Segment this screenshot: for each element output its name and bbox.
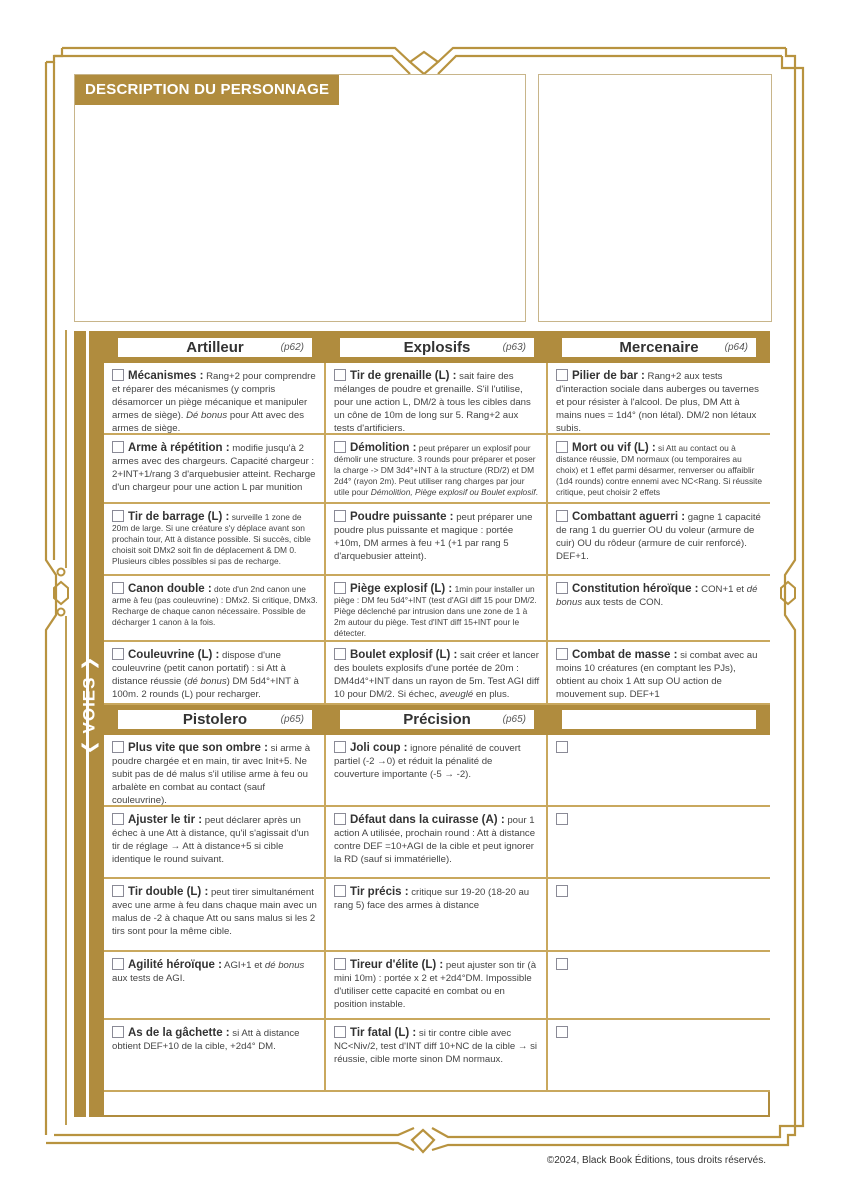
ability-checkbox[interactable] xyxy=(112,1026,124,1038)
ability-text: ignore pénalité de couvert partiel (-2 →0) et réduit la pénalité de couverture importante (-5 → -2). xyxy=(334,743,521,780)
ability-cell xyxy=(326,807,548,879)
ability-cell xyxy=(104,435,326,504)
ability-checkbox[interactable] xyxy=(334,885,346,897)
ability-text: Rang+2 pour comprendre et réparer des mécanismes (y compris désamorcer un piège mécanique et manipuler armes de siège). xyxy=(112,371,316,421)
ability-checkbox[interactable] xyxy=(556,648,568,660)
ability-checkbox[interactable] xyxy=(556,441,568,453)
ability-name: Tir de grenaille (L) : xyxy=(350,370,457,382)
ability-cell xyxy=(326,504,548,576)
path-header xyxy=(104,705,326,735)
copyright-footer: ©2024, Black Book Éditions, tous droits réservés. xyxy=(546,1155,766,1166)
ability-checkbox[interactable] xyxy=(556,1026,568,1038)
ability-cell xyxy=(548,435,770,504)
path-name: Précision xyxy=(403,711,471,728)
ability-cell xyxy=(104,1020,326,1092)
ability-cell xyxy=(548,1020,770,1092)
ability-name: As de la gâchette : xyxy=(128,1027,230,1039)
ability-cell xyxy=(548,576,770,642)
ability-text: peut préparer un explosif pour démolir une structure. 3 rounds pour préparer et poser la charge -> DM 3d4°+INT à la structure (RD/2) et DM 2d4° (rayon 2m). Peut utiliser rang charges par jour utile pour xyxy=(334,443,536,497)
ability-checkbox[interactable] xyxy=(112,958,124,970)
path-header-box xyxy=(340,338,534,357)
ability-checkbox[interactable] xyxy=(334,582,346,594)
ability-checkbox[interactable] xyxy=(334,369,346,381)
ability-name: Démolition : xyxy=(350,442,417,454)
ability-cell xyxy=(326,576,548,642)
path-name: Artilleur xyxy=(186,339,244,356)
path-column-précision xyxy=(326,705,548,1092)
path-page-ref: (p64) xyxy=(724,342,748,353)
ability-checkbox[interactable] xyxy=(334,1026,346,1038)
ability-cell xyxy=(326,435,548,504)
ability-cell xyxy=(104,735,326,807)
ability-text: peut tirer simultanément avec une arme à feu dans chaque main avec un malus de -2 à chaque Att ou sans malus si les 2 tirs sont pour la même cible. xyxy=(112,887,317,937)
ability-cell xyxy=(326,952,548,1020)
ability-checkbox[interactable] xyxy=(334,741,346,753)
ability-text: critique sur 19-20 (18-20 au rang 5) face des armes à distance xyxy=(334,887,530,911)
ability-name: Ajuster le tir : xyxy=(128,814,203,826)
ability-name: Poudre puissante : xyxy=(350,511,454,523)
ability-text: si combat avec au moins 10 créatures (en comptant les PJs), obtient au choix 1 Att sup OU action de mouvement sup. DEF+1 xyxy=(556,650,758,700)
ability-text-after: ) DM 5d4°+INT à 100m. 2 rounds (L) pour recharger. xyxy=(112,676,299,700)
ability-text: sait faire des mélanges de poudre et grenaille. S'il l'utilise, pour une action L, DM/2 à tous les cibles dans un cône de 10m de long sur 5. Rang+2 aux tests d'artificiers. xyxy=(334,371,531,434)
ability-text-italic: dé bonus xyxy=(264,960,305,971)
ability-checkbox[interactable] xyxy=(112,441,124,453)
ability-name: Tir double (L) : xyxy=(128,886,209,898)
ability-name: Piège explosif (L) : xyxy=(350,583,453,595)
ability-text: peut préparer une poudre plus puissante et magique : portée +10m, DM armes à feu +1 (+1 par rang 5 d'arquebusier atteint). xyxy=(334,512,533,562)
ability-cell xyxy=(548,879,770,952)
ability-text-italic: Démolition, Piège explosif ou Boulet explosif xyxy=(370,487,536,497)
ability-checkbox[interactable] xyxy=(556,958,568,970)
paths-grid xyxy=(104,331,770,1117)
ability-cell xyxy=(548,642,770,705)
ability-name: Pilier de bar : xyxy=(572,370,645,382)
ability-checkbox[interactable] xyxy=(556,885,568,897)
path-page-ref: (p62) xyxy=(280,342,304,353)
ability-name: Arme à répétition : xyxy=(128,442,230,454)
ability-name: Agilité héroïque : xyxy=(128,959,222,971)
ability-cell xyxy=(548,952,770,1020)
ability-cell xyxy=(104,504,326,576)
ability-name: Tireur d'élite (L) : xyxy=(350,959,444,971)
ability-checkbox[interactable] xyxy=(556,813,568,825)
ability-checkbox[interactable] xyxy=(112,741,124,753)
ability-checkbox[interactable] xyxy=(556,582,568,594)
ability-cell xyxy=(104,642,326,705)
ability-text: si Att à distance obtient DEF+10 de la cible, +2d4° DM. xyxy=(112,1028,300,1052)
ability-text: si arme à poudre chargée et en main, tir avec Init+5. Ne subit pas de dé malus s'il utilise arme à feu ou arbalète en combat au contact (sauf couleuvrine). xyxy=(112,743,311,806)
ability-checkbox[interactable] xyxy=(334,813,346,825)
ability-name: Défaut dans la cuirasse (A) : xyxy=(350,814,505,826)
ability-text-italic: aveuglé xyxy=(439,689,474,700)
ability-text-after: en plus. xyxy=(473,689,510,700)
ability-name: Combattant aguerri : xyxy=(572,511,686,523)
ability-cell xyxy=(104,879,326,952)
path-name: Mercenaire xyxy=(619,339,699,356)
ability-text: peut déclarer après un échec à une Att à distance, qu'il s'agissait d'un tir de réglage → Att à distance+5 si cible identique le round suivant. xyxy=(112,815,309,865)
ability-cell xyxy=(104,807,326,879)
ability-text: CON+1 et xyxy=(698,584,747,595)
ability-checkbox[interactable] xyxy=(556,741,568,753)
ability-name: Constitution héroïque : xyxy=(572,583,699,595)
ability-text-italic: Dé bonus xyxy=(186,410,228,421)
ability-name: Tir précis : xyxy=(350,886,409,898)
ability-name: Joli coup : xyxy=(350,742,408,754)
ability-name: Mécanismes : xyxy=(128,370,204,382)
ability-text-after: aux tests de AGI. xyxy=(112,973,186,984)
ability-text: AGI+1 et xyxy=(221,960,265,971)
ability-cell xyxy=(548,735,770,807)
ability-text-italic: dé bonus xyxy=(187,676,227,687)
path-column-artilleur xyxy=(104,333,326,705)
ability-name: Mort ou vif (L) : xyxy=(572,442,656,454)
ability-cell xyxy=(326,879,548,952)
ability-text-after: pour Att avec des armes de siège. xyxy=(112,410,304,434)
path-header xyxy=(326,705,548,735)
ability-text: peut ajuster son tir (à mini 10m) : portée x 2 et +2d4°DM. Impossible d'utiliser cette capacité en combat ou en position instable. xyxy=(334,960,537,1010)
ability-text: si tir contre cible avec NC<Niv/2, test d'INT diff 10+NC de la cible → si réussie, cible morte sinon DM normaux. xyxy=(334,1028,538,1065)
ability-cell xyxy=(548,504,770,576)
ability-text: modifie jusqu'à 2 armes avec des chargeurs. Capacité chargeur : 2+INT+1/rang 3 d'arquebusier atteint. Recharge d'un chargeur pour une action L par munition xyxy=(112,443,316,493)
ability-text: gagne 1 capacité de rang 1 du guerrier OU du voleur (armure de cuir) OU du rôdeur (armure de cuir renforcé). DEF+1. xyxy=(556,512,761,562)
ability-text-after: . xyxy=(535,487,538,497)
ability-checkbox[interactable] xyxy=(556,369,568,381)
ability-cell xyxy=(326,1020,548,1092)
ability-name: Boulet explosif (L) : xyxy=(350,649,458,661)
ability-name: Canon double : xyxy=(128,583,212,595)
ability-name: Plus vite que son ombre : xyxy=(128,742,268,754)
ability-checkbox[interactable] xyxy=(334,510,346,522)
ability-cell xyxy=(548,807,770,879)
path-page-ref: (p65) xyxy=(280,714,304,725)
path-header-box xyxy=(340,710,534,729)
ability-checkbox[interactable] xyxy=(556,510,568,522)
ability-text: sait créer et lancer des boulets explosifs d'une portée de 20m : DM4d4°+INT dans un rayon de 5m. Test AGI diff 10 pour DM/2. Si échec, xyxy=(334,650,540,700)
voies-label xyxy=(74,650,104,760)
ability-checkbox[interactable] xyxy=(334,648,346,660)
ability-cell xyxy=(104,576,326,642)
path-header-box xyxy=(562,710,756,729)
ability-checkbox[interactable] xyxy=(112,582,124,594)
ability-checkbox[interactable] xyxy=(112,885,124,897)
ability-checkbox[interactable] xyxy=(112,510,124,522)
ability-text-italic: dé bonus xyxy=(556,584,758,608)
ability-checkbox[interactable] xyxy=(112,813,124,825)
ability-text: pour 1 action A utilisée, prochain round : Att à distance contre DEF =10+AGI de la cible et peut ignorer la RD (sauf si immatérielle). xyxy=(334,815,536,865)
ability-cell xyxy=(548,363,770,435)
path-header xyxy=(104,333,326,363)
ability-cell xyxy=(326,363,548,435)
path-header xyxy=(548,333,770,363)
ability-name: Tir de barrage (L) : xyxy=(128,511,230,523)
description-title: DESCRIPTION DU PERSONNAGE xyxy=(75,75,339,105)
ability-name: Couleuvrine (L) : xyxy=(128,649,220,661)
ability-cell xyxy=(326,642,548,705)
path-header-box xyxy=(562,338,756,357)
ability-text-after: aux tests de CON. xyxy=(582,597,664,608)
path-page-ref: (p65) xyxy=(502,714,526,725)
ability-text: Rang+2 aux tests d'interaction sociale dans auberges ou tavernes et pour résister à l'alcool. De plus, DM Att à mains nues = 1d4° (non létal). DM/2 non létaux subis. xyxy=(556,371,759,434)
path-name: Pistolero xyxy=(182,711,248,728)
path-column-mercenaire xyxy=(548,333,770,705)
ability-checkbox[interactable] xyxy=(334,441,346,453)
path-page-ref: (p63) xyxy=(502,342,526,353)
ability-cell xyxy=(104,952,326,1020)
path-header-box xyxy=(118,710,312,729)
path-header-box xyxy=(118,338,312,357)
ability-name: Combat de masse : xyxy=(572,649,678,661)
ability-checkbox[interactable] xyxy=(112,369,124,381)
ability-cell xyxy=(104,363,326,435)
ability-cell xyxy=(326,735,548,807)
voies-label-text: ❮ VOIES ❯ xyxy=(79,655,98,755)
path-header xyxy=(548,705,770,735)
ability-name: Tir fatal (L) : xyxy=(350,1027,417,1039)
path-name: Explosifs xyxy=(403,339,471,356)
path-column-explosifs xyxy=(326,333,548,705)
ability-text: dispose d'une couleuvrine (petit canon portatif) : si Att à distance réussie ( xyxy=(112,650,286,687)
ability-checkbox[interactable] xyxy=(334,958,346,970)
ability-checkbox[interactable] xyxy=(112,648,124,660)
ability-text: si Att au contact ou à distance réussie, DM normaux (ou temporaires au choix) et 1 effet parmi désarmer, renverser ou affaiblir (1d4 rounds) contre ennemi avec NC<Rang. Si réussite critique, peut choisir 2 effets xyxy=(556,443,762,497)
path-header xyxy=(326,333,548,363)
path-column-pistolero xyxy=(104,705,326,1092)
character-portrait-box[interactable] xyxy=(538,74,772,322)
ability-text: dote d'un 2nd canon une arme à feu (pas couleuvrine) : DMx2. Si critique, DMx3. Recharge de chaque canon nécessaire. Possible de décharger 1 canon à la fois. xyxy=(112,584,318,627)
path-column-empty xyxy=(548,705,770,1092)
character-description-box[interactable] xyxy=(74,74,526,322)
ability-text: surveille 1 zone de 20m de large. Si une créature s'y déplace avant son prochain tour, Att à distance possible. Si succès, cible choisit soit DMx2 soit fin de déplacement & DM 0. Plusieurs cibles possibles si pas de recharge. xyxy=(112,512,311,566)
ability-text: 1min pour installer un piège : DM feu 5d4°+INT (test d'AGI diff 15 pour DM/2. Piège déclenché par intrusion dans une zone de 1 à 2m autour du piège. Test d'INT diff 15+INT pour le détecter. xyxy=(334,584,537,638)
